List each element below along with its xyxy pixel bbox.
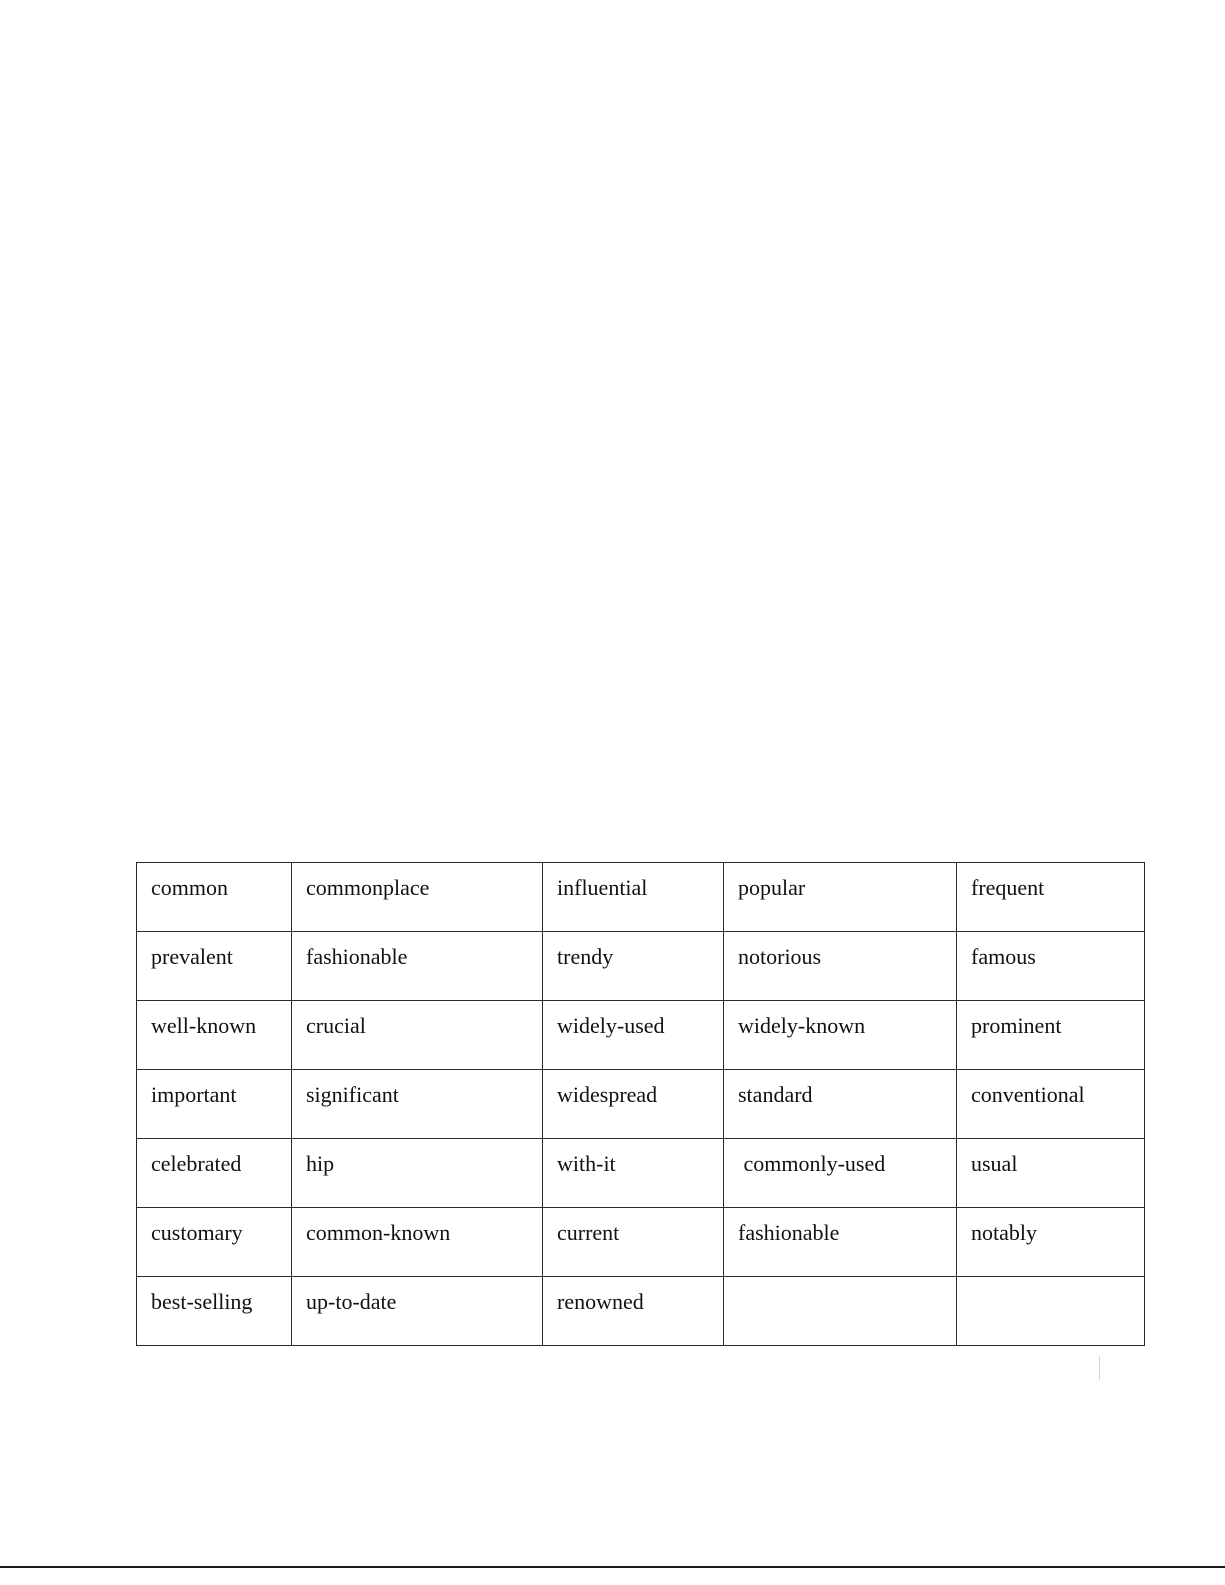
table-cell: frequent (957, 863, 1145, 932)
table-row (137, 1139, 1145, 1208)
word-table (136, 862, 1145, 1346)
table-row (137, 1070, 1145, 1139)
table-cell: widespread (543, 1070, 724, 1139)
table-cell-empty (724, 1277, 957, 1346)
table-cell: customary (137, 1208, 292, 1277)
table-cell: fashionable (292, 932, 543, 1001)
table-cell: conventional (957, 1070, 1145, 1139)
table-cell: famous (957, 932, 1145, 1001)
table-row (137, 932, 1145, 1001)
table-cell: common (137, 863, 292, 932)
table-cell: notably (957, 1208, 1145, 1277)
table-cell: crucial (292, 1001, 543, 1070)
table-cell: well-known (137, 1001, 292, 1070)
table-cell: hip (292, 1139, 543, 1208)
word-table-body (137, 863, 1145, 1346)
table-cell: significant (292, 1070, 543, 1139)
table-cell: trendy (543, 932, 724, 1001)
table-cell: best-selling (137, 1277, 292, 1346)
table-row (137, 863, 1145, 932)
table-cell: widely-used (543, 1001, 724, 1070)
table-cell: with-it (543, 1139, 724, 1208)
table-cell: commonly-used (724, 1139, 957, 1208)
table-cell: common-known (292, 1208, 543, 1277)
table-cell: notorious (724, 932, 957, 1001)
table-cell: current (543, 1208, 724, 1277)
table-cell: usual (957, 1139, 1145, 1208)
table-cell-empty (957, 1277, 1145, 1346)
page-bottom-rule (0, 1566, 1225, 1568)
table-cell: prominent (957, 1001, 1145, 1070)
table-cell: fashionable (724, 1208, 957, 1277)
table-cell: widely-known (724, 1001, 957, 1070)
faint-vertical-mark (1099, 1356, 1100, 1380)
table-cell: important (137, 1070, 292, 1139)
table-cell: popular (724, 863, 957, 932)
table-cell: prevalent (137, 932, 292, 1001)
table-cell: up-to-date (292, 1277, 543, 1346)
table-cell: influential (543, 863, 724, 932)
table-row (137, 1208, 1145, 1277)
table-row (137, 1001, 1145, 1070)
table-cell: celebrated (137, 1139, 292, 1208)
table-cell: standard (724, 1070, 957, 1139)
table-cell: renowned (543, 1277, 724, 1346)
table-cell: commonplace (292, 863, 543, 932)
table-row (137, 1277, 1145, 1346)
